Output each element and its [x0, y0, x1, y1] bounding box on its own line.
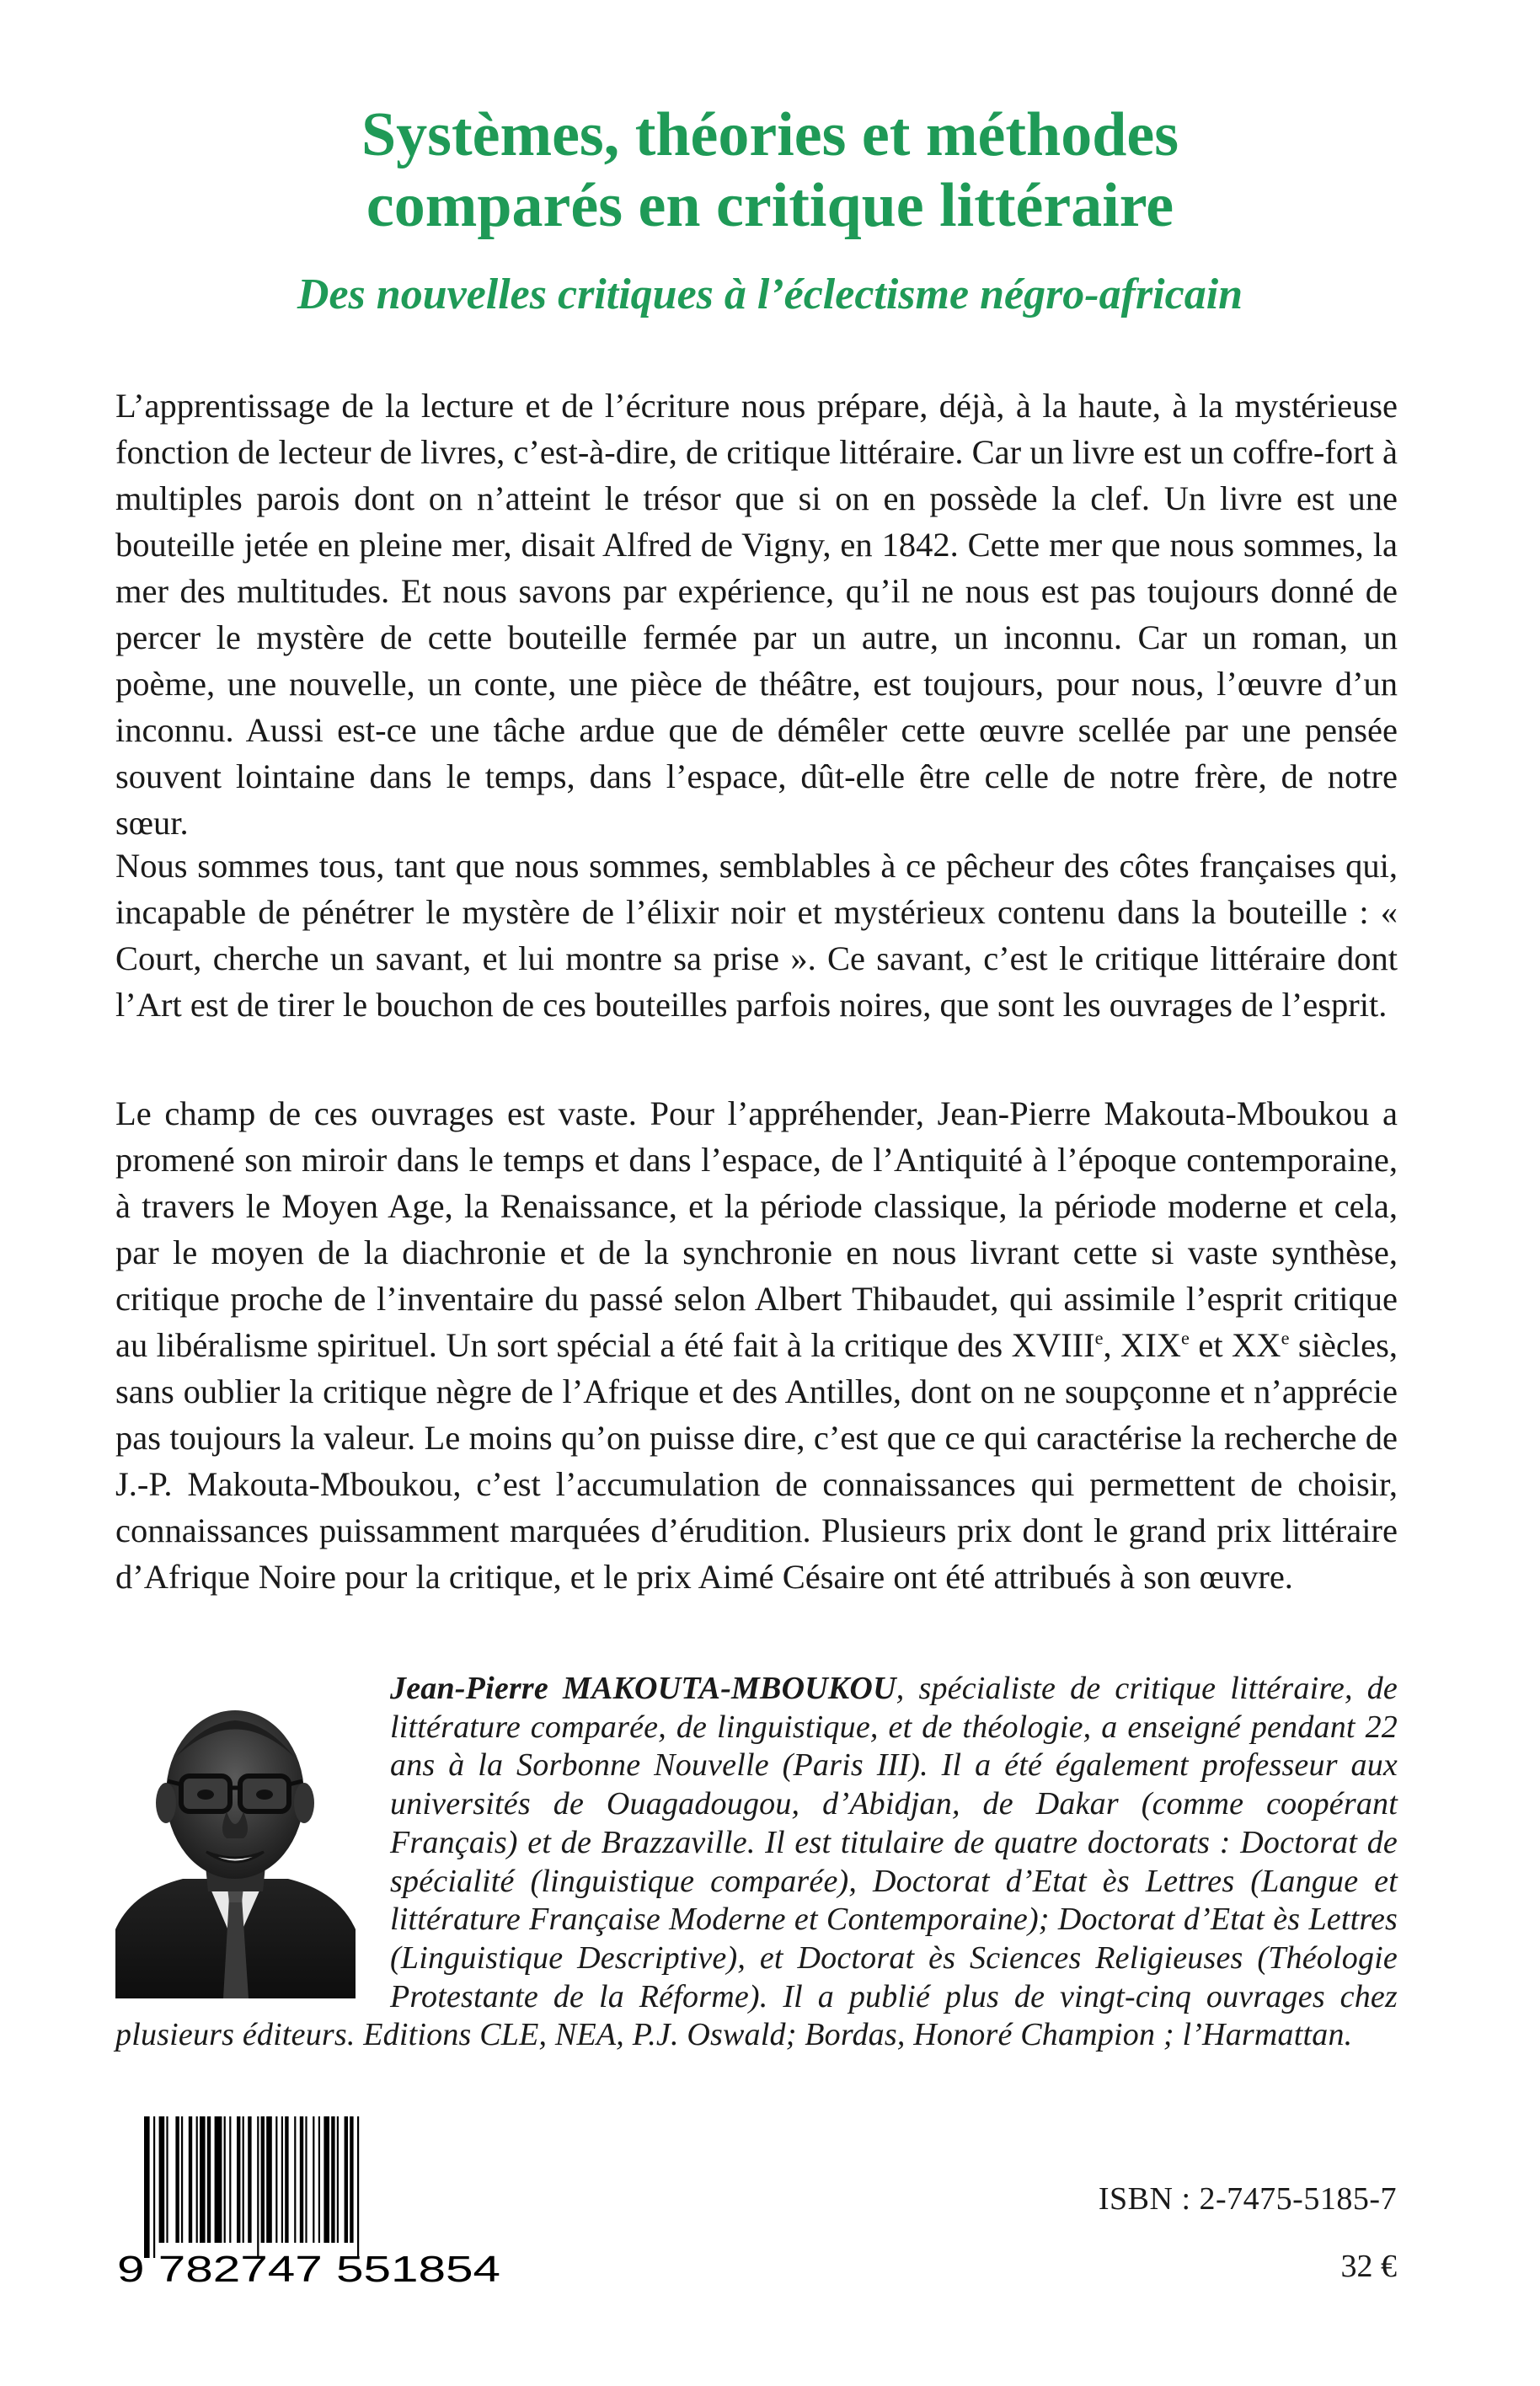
barcode-bar	[181, 2116, 183, 2243]
barcode-bar	[313, 2116, 314, 2243]
barcode-bar	[243, 2116, 244, 2243]
barcode-bar	[200, 2116, 206, 2243]
barcode-bar	[207, 2116, 211, 2243]
book-title-line-1: Systèmes, théories et méthodes	[361, 100, 1179, 169]
barcode-bar	[153, 2116, 155, 2258]
blurb-paragraph-1: L’apprentissage de la lecture et de l’écriture nous prépare, déjà, à la haute, à la mystérieuse fonction de lecteur de livres, c’est-à-dire, de critique littéraire. Car un livre est un coffre-fort à multiples parois dont on n’atteint le trésor que si on en possède la clef. Un livre est une bouteille jetée en pleine mer, disait Alfred de Vigny, en 1842. Cette mer que nous sommes, la mer des multitudes. Et nous savons par expérience, qu’il ne nous est pas toujours donné de percer le mystère de cette bouteille fermée par un autre, un inconnu. Car un roman, un poème, une nouvelle, un conte, une pièce de théâtre, est toujours, pour nous, l’œuvre d’un inconnu. Aussi est-ce une tâche ardue que de démêler cette œuvre scellée par une pensée souvent lointaine dans le temps, dans l’espace, dût-elle être celle de notre frère, de notre sœur.	[115, 387, 1398, 842]
author-name: Jean-Pierre MAKOUTA-MBOUKOU	[390, 1671, 896, 1706]
barcode-bar	[166, 2116, 168, 2243]
barcode-bar	[229, 2116, 231, 2243]
blurb-paragraph-3	[115, 1090, 1398, 1600]
barcode-bar	[357, 2116, 359, 2258]
barcode-bar	[237, 2116, 240, 2243]
isbn-label: ISBN : 2-7475-5185-7	[1098, 2181, 1397, 2217]
barcode-bar	[224, 2116, 226, 2243]
barcode-bar	[345, 2116, 348, 2243]
century-superscript: e	[1181, 1327, 1190, 1349]
barcode-bar	[318, 2116, 320, 2243]
blurb-paragraph-2: Nous sommes tous, tant que nous sommes, semblables à ce pêcheur des côtes françaises qui, incapable de pénétrer le mystère de l’élixir noir et mystérieux contenu dans la bouteille : « Court, cherche un savant, et lui montre sa prise ». Ce savant, c’est le critique littéraire dont l’Art est de tirer le bouchon de ces bouteilles parfois noires, que sont les ouvrages de l’esprit.	[115, 847, 1398, 1024]
author-photo	[115, 1677, 356, 1998]
barcode-bar	[305, 2116, 307, 2243]
book-title-line-2: comparés en critique littéraire	[366, 171, 1174, 240]
barcode-bar	[281, 2116, 283, 2243]
century-separator: et XX	[1189, 1326, 1281, 1364]
author-bio-text: , spécialiste de critique littéraire, de littérature comparée, de linguistique, et de théologie, a enseigné pendant 22 ans à la Sorbonne Nouvelle (Paris III). Il a été également professeur aux universités de Ouagadougou, d’Abidjan, de Dakar (comme coopérant Français) et de Brazzaville. Il est titulaire de quatre doctorats : Doctorat de spécialité (linguistique comparée), Doctorat d’Etat ès Lettres (Langue et littérature Française Moderne et Contemporaine); Doctorat d’Etat ès Lettres (Linguistique Descriptive), et Doctorat ès Sciences Religieuses (Théologie Protestante de la Réforme). Il a publié plus de vingt-cinq ouvrages chez plusieurs éditeurs. Editions CLE, NEA, P.J. Oswald; Bordas, Honoré Champion ; l’Harmattan.	[115, 1671, 1398, 2053]
barcode-bar	[189, 2116, 192, 2243]
century-separator: , XIX	[1103, 1326, 1182, 1364]
barcode-bar	[285, 2116, 288, 2243]
barcode-digits: 9 782747 551854	[117, 2249, 500, 2285]
book-subtitle: Des nouvelles critiques à l’éclectisme négro-africain	[297, 270, 1243, 318]
barcode-bar	[350, 2116, 353, 2243]
author-portrait-image	[115, 1677, 356, 1998]
barcode-bar	[261, 2116, 265, 2243]
barcode-image	[115, 2116, 503, 2285]
barcode-bar	[275, 2116, 277, 2243]
century-superscript: e	[1281, 1327, 1290, 1349]
barcode-bar	[248, 2116, 251, 2243]
barcode-bar	[196, 2116, 198, 2243]
barcode-bar	[300, 2116, 303, 2243]
barcode-bar	[257, 2116, 259, 2258]
barcode-bar	[266, 2116, 272, 2243]
barcode-bar	[159, 2116, 165, 2243]
barcode-bar	[337, 2116, 339, 2243]
price-label: 32 €	[1340, 2249, 1397, 2284]
barcode-bar	[144, 2116, 150, 2258]
barcode-bar	[215, 2116, 222, 2243]
barcode-bar	[331, 2116, 334, 2243]
isbn-barcode	[115, 2116, 503, 2285]
barcode-bar	[175, 2116, 179, 2243]
blurb-paragraph-3-part-1: Le champ de ces ouvrages est vaste. Pour l’appréhender, Jean-Pierre Makouta-Mboukou a promené son miroir dans le temps et dans l’espace, de l’Antiquité à l’époque contemporaine, à travers le Moyen Age, la Renaissance, et la période classique, la période moderne et cela, par le moyen de la diachronie et de la synchronie en nous livrant cette si vaste synthèse, critique proche de l’inventaire du passé selon Albert Thibaudet, qui assimile l’esprit critique au libéralisme spirituel. Un sort spécial a été fait à la critique des XVIII	[115, 1094, 1398, 1364]
barcode-bar	[324, 2116, 329, 2243]
blurb-paragraph-3-part-2: siècles, sans oublier la critique nègre de l’Afrique et des Antilles, dont on ne soupçonne et n’apprécie pas toujours la valeur. Le moins qu’on puisse dire, c’est que ce qui caractérise la recherche de J.-P. Makouta-Mboukou, c’est l’accumulation de connaissances qui permettent de choisir, connaissances puissamment marquées d’érudition. Plusieurs prix dont le grand prix littéraire d’Afrique Noire pour la critique, et le prix Aimé Césaire ont été attribués à son œuvre.	[115, 1326, 1398, 1596]
barcode-bar	[294, 2116, 296, 2243]
century-superscript: e	[1094, 1327, 1104, 1349]
